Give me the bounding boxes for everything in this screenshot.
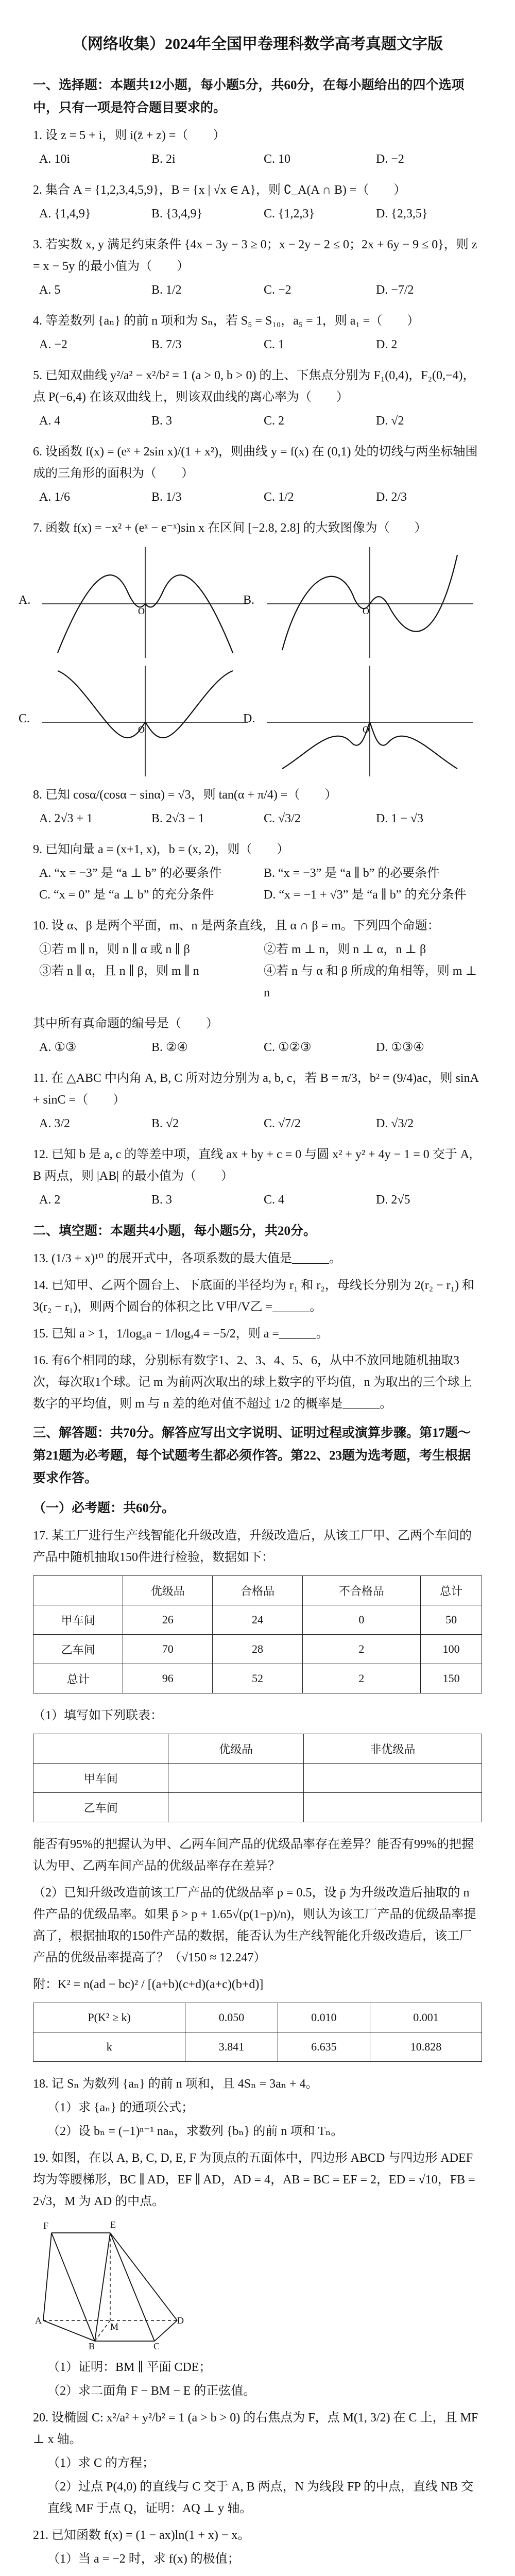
table-cell: 0.050 — [185, 2003, 278, 2032]
table-header: 优级品 — [168, 1734, 303, 1764]
option-a: A. — [19, 594, 31, 607]
question-stem: 19. 如图，在以 A, B, C, D, E, F 为顶点的五面体中，四边形 ABCD 与四边形 ADEF 均为等腰梯形，BC ∥ AD，EF ∥ AD，AD = 4，AB = BC = EF = 2，ED = √10，FB = 2√3，M 为 AD 的中点。 — [33, 2151, 475, 2208]
options — [33, 1113, 482, 1134]
part-1: （1）求 C 的方程； — [47, 2456, 155, 2470]
option-c: C. 1 — [264, 338, 285, 351]
option-a: A. 4 — [39, 414, 61, 428]
table-cell: 24 — [213, 1605, 302, 1635]
table-cell: 6.635 — [278, 2032, 370, 2062]
part-1-question: 能否有95%的把握认为甲、乙两车间产品的优级品率存在差异？能否有99%的把握认为甲、乙两车间产品的优级品率存在差异？ — [33, 1838, 474, 1873]
option-a: A. 3/2 — [39, 1117, 70, 1130]
section-heading-fill: 二、填空题：本题共4小题，每小题5分，共20分。 — [33, 1224, 317, 1238]
question-10 — [33, 915, 482, 1058]
chi-square-formula: 附：K² = n(ad − bc)² / [(a+b)(c+d)(a+c)(b+d)] — [33, 1978, 264, 1991]
graph-d-icon — [262, 660, 478, 779]
question-16: 16. 有6个相同的球，分别标有数字1、2、3、4、5、6，从中不放回地随机抽取3次，每次取1个球。记 m 为前两次取出的球上数字的平均值，n 为取出的三个球上数字的平均值，则 m 与 n 差的绝对值不超过 1/2 的概率是______。 — [33, 1354, 472, 1411]
part-1: （1）填写如下列联表： — [33, 1709, 163, 1722]
option-d: D. −7/2 — [376, 283, 414, 297]
option-b: B. 2√3 − 1 — [151, 812, 204, 825]
option-graphs — [19, 542, 482, 779]
option-d: D. 2/3 — [376, 490, 407, 504]
option-c: C. 10 — [264, 152, 291, 166]
question-stem: 21. 已知函数 f(x) = (1 − ax)ln(1 + x) − x。 — [33, 2529, 250, 2542]
table-header — [33, 1576, 123, 1605]
table-cell: 乙车间 — [33, 1793, 168, 1822]
option-b: B. “x = −3” 是 “a ∥ b” 的必要条件 — [264, 867, 440, 880]
statement-prompt: 其中所有真命题的编号是（ ） — [33, 1017, 218, 1030]
statement-4: ④若 n 与 α 和 β 所成的角相等，则 m ⊥ n — [264, 964, 477, 999]
option-c: C. −2 — [264, 283, 291, 297]
option-d: D. 2 — [376, 338, 398, 351]
table-cell: 70 — [123, 1635, 213, 1664]
option-a: A. 10i — [39, 152, 70, 166]
table-cell — [303, 1764, 482, 1793]
table-header: 不合格品 — [302, 1576, 421, 1605]
option-a: A. ①③ — [39, 1041, 77, 1054]
critical-value-table — [33, 2003, 482, 2062]
table-cell: 甲车间 — [33, 1605, 123, 1635]
table-row — [33, 1635, 482, 1664]
option-b: B. ②④ — [151, 1041, 188, 1054]
option-a: A. 5 — [39, 283, 61, 297]
vertex-label-d: D — [177, 2315, 184, 2326]
option-d: D. −2 — [376, 152, 404, 166]
part-1: （1）求 {aₙ} 的通项公式； — [47, 2101, 194, 2114]
graph-option-a — [19, 542, 253, 660]
part-1: （1）当 a = −2 时，求 f(x) 的极值； — [47, 2552, 240, 2566]
svg-text:O: O — [363, 606, 369, 616]
options — [33, 486, 482, 508]
option-a: A. 1/6 — [39, 490, 70, 504]
question-19 — [33, 2147, 482, 2402]
question-7 — [19, 517, 482, 779]
solid-figure — [33, 2217, 482, 2351]
option-b: B. 3 — [151, 414, 173, 428]
svg-text:O: O — [363, 724, 369, 735]
option-d: D. 2√5 — [376, 1193, 410, 1207]
table-header: 优级品 — [123, 1576, 213, 1605]
options — [33, 203, 482, 225]
question-stem: 6. 设函数 f(x) = (eˣ + 2sin x)/(1 + x²)，则曲线 y = f(x) 在 (0,1) 处的切线与两坐标轴围成的三角形的面积为（ ） — [33, 445, 478, 480]
table-cell: 28 — [213, 1635, 302, 1664]
option-c: C. — [19, 712, 30, 725]
option-b: B. √2 — [151, 1117, 179, 1130]
table-cell: 50 — [421, 1605, 482, 1635]
table-header — [33, 1734, 168, 1764]
question-stem: 2. 集合 A = {1,2,3,4,5,9}，B = {x | √x ∈ A}，则 ∁_A(A ∩ B) =（ ） — [33, 183, 406, 197]
graph-a-icon — [37, 542, 253, 660]
options — [33, 1037, 482, 1058]
graph-option-d — [243, 660, 478, 779]
vertex-label-e: E — [110, 2219, 116, 2230]
question-14: 14. 已知甲、乙两个圆台上、下底面的半径均为 r₁ 和 r₂，母线长分别为 2(r₂ − r₁) 和 3(r₂ − r₁)，则两个圆台的体积之比 V甲/V乙 =______。 — [33, 1279, 474, 1314]
question-9 — [33, 839, 482, 906]
table-cell: 52 — [213, 1664, 302, 1693]
part-1: （1）证明：BM ∥ 平面 CDE； — [47, 2361, 212, 2374]
question-18 — [33, 2073, 482, 2142]
part-2: （2）求二面角 F − BM − E 的正弦值。 — [47, 2384, 256, 2398]
table-cell: 总计 — [33, 1664, 123, 1693]
option-c: C. 4 — [264, 1193, 285, 1207]
vertex-label-b: B — [89, 2341, 95, 2351]
vertex-label-c: C — [153, 2341, 160, 2351]
table-cell: 150 — [421, 1664, 482, 1693]
part-2: （2）过点 P(4,0) 的直线与 C 交于 A, B 两点，N 为线段 FP 的中点，直线 NB 交直线 MF 于点 Q，证明：AQ ⊥ y 轴。 — [47, 2480, 474, 2515]
table-row — [33, 1664, 482, 1693]
option-d: D. — [243, 712, 255, 725]
option-c: C. √3/2 — [264, 812, 301, 825]
vertex-label-m: M — [110, 2321, 119, 2332]
svg-text:O: O — [138, 606, 145, 616]
part-2 — [47, 2572, 482, 2576]
option-b: B. 7/3 — [151, 338, 182, 351]
option-a: A. {1,4,9} — [39, 207, 91, 221]
question-3 — [33, 234, 482, 301]
table-cell: 乙车间 — [33, 1635, 123, 1664]
table-cell: 100 — [421, 1635, 482, 1664]
question-stem: 11. 在 △ABC 中内角 A, B, C 所对边分别为 a, b, c，若 B = π/3，b² = (9/4)ac，则 sinA + sinC =（ ） — [33, 1072, 478, 1107]
question-6 — [33, 441, 482, 508]
table-cell — [303, 1793, 482, 1822]
table-header: 总计 — [421, 1576, 482, 1605]
table-row — [33, 2032, 482, 2062]
statements — [33, 939, 482, 1004]
table-row — [33, 1793, 482, 1822]
option-a: A. 2 — [39, 1193, 61, 1207]
options — [33, 410, 482, 432]
options — [33, 808, 482, 829]
question-stem: 3. 若实数 x, y 满足约束条件 {4x − 3y − 3 ≥ 0；x − 2y − 2 ≤ 0；2x + 6y − 9 ≤ 0}，则 z = x − 5y 的最小值为（ ） — [33, 238, 477, 273]
question-12 — [33, 1144, 482, 1211]
table-cell: 3.841 — [185, 2032, 278, 2062]
question-8 — [33, 784, 482, 829]
required-heading: （一）必考题：共60分。 — [33, 1501, 175, 1515]
option-a: A. “x = −3” 是 “a ⊥ b” 的必要条件 — [39, 867, 222, 880]
option-d: D. 1 − √3 — [376, 812, 424, 825]
option-b: B. 1/2 — [151, 283, 182, 297]
question-2 — [33, 179, 482, 225]
question-stem: 20. 设椭圆 C: x²/a² + y²/b² = 1 (a > b > 0) 的右焦点为 F，点 M(1, 3/2) 在 C 上，且 MF ⊥ x 轴。 — [33, 2411, 478, 2446]
option-d: D. √3/2 — [376, 1117, 414, 1130]
question-1 — [33, 125, 482, 170]
table-cell: 0 — [302, 1605, 421, 1635]
question-stem: 8. 已知 cosα/(cosα − sinα) = √3，则 tan(α + π/4) =（ ） — [33, 788, 337, 802]
question-20 — [33, 2407, 482, 2519]
table-row — [33, 1764, 482, 1793]
option-a: A. −2 — [39, 338, 67, 351]
statement-2: ②若 m ⊥ n，则 n ⊥ α，n ⊥ β — [264, 943, 426, 956]
question-17 — [33, 1525, 482, 2062]
statement-3: ③若 n ∥ α，且 n ∥ β，则 m ∥ n — [39, 964, 199, 978]
table-cell: 2 — [302, 1635, 421, 1664]
table-cell: P(K² ≥ k) — [33, 2003, 185, 2032]
table-header: 合格品 — [213, 1576, 302, 1605]
table-cell: 10.828 — [370, 2032, 482, 2062]
question-stem: 18. 记 Sₙ 为数列 {aₙ} 的前 n 项和，且 4Sₙ = 3aₙ + 4。 — [33, 2077, 318, 2091]
options — [33, 862, 482, 906]
vertex-label-a: A — [35, 2315, 42, 2326]
option-c: C. √7/2 — [264, 1117, 301, 1130]
question-stem: 10. 设 α、β 是两个平面，m、n 是两条直线，且 α ∩ β = m。下列四个命题： — [33, 919, 440, 933]
option-d: D. ①③④ — [376, 1041, 424, 1054]
pentahedron-figure-icon — [33, 2217, 187, 2351]
question-stem: 7. 函数 f(x) = −x² + (eˣ − e⁻ˣ)sin x 在区间 [−2.8, 2.8] 的大致图像为（ ） — [33, 521, 427, 535]
options — [33, 148, 482, 170]
option-c: C. ①②③ — [264, 1041, 312, 1054]
table-row — [33, 1605, 482, 1635]
question-11 — [33, 1067, 482, 1134]
option-d: D. {2,3,5} — [376, 207, 428, 221]
option-b: B. — [243, 594, 255, 607]
question-stem: 5. 已知双曲线 y²/a² − x²/b² = 1 (a > 0, b > 0) 的上、下焦点分别为 F₁(0,4)，F₂(0,−4)，点 P(−6,4) 在该双曲线上，则该双曲线的离心率为（ ） — [33, 369, 475, 404]
contingency-table — [33, 1734, 482, 1822]
part-2: （2）已知升级改造前该工厂产品的优级品率 p = 0.5，设 p̄ 为升级改造后抽取的 n 件产品的优级品率。如果 p̄ > p + 1.65√(p(1−p)/n)，则认为该工厂产品的优级品率提高了，根据抽取的150件产品的数据，能否认为生产线智能化升级改造后，该工厂产品的优级品率提高了？（√150 ≈ 12.247） — [33, 1886, 476, 1964]
question-stem: 17. 某工厂进行生产线智能化升级改造，升级改造后，从该工厂甲、乙两个车间的产品中随机抽取150件进行检验，数据如下： — [33, 1529, 472, 1564]
table-cell — [168, 1764, 303, 1793]
question-stem: 9. 已知向量 a = (x+1, x)，b = (x, 2)，则（ ） — [33, 843, 289, 856]
table-cell: 0.010 — [278, 2003, 370, 2032]
option-b: B. 1/3 — [151, 490, 182, 504]
question-21 — [33, 2524, 482, 2576]
table-cell: k — [33, 2032, 185, 2062]
option-b: B. 3 — [151, 1193, 173, 1207]
question-stem: 4. 等差数列 {aₙ} 的前 n 项和为 Sₙ，若 S₅ = S₁₀，a₅ = 1，则 a₁ =（ ） — [33, 314, 420, 328]
options — [33, 1189, 482, 1211]
inspection-table — [33, 1575, 482, 1693]
question-13: 13. (1/3 + x)¹⁰ 的展开式中，各项系数的最大值是______。 — [33, 1252, 342, 1265]
vertex-label-f: F — [43, 2221, 49, 2231]
question-5 — [33, 365, 482, 432]
option-d: D. √2 — [376, 414, 404, 428]
table-row — [33, 2003, 482, 2032]
option-b: B. {3,4,9} — [151, 207, 203, 221]
question-stem: 12. 已知 b 是 a, c 的等差中项，直线 ax + by + c = 0 与圆 x² + y² + 4y − 1 = 0 交于 A, B 两点，则 |AB| 的最小值为（ ） — [33, 1148, 473, 1183]
question-15: 15. 已知 a > 1，1/log₈a − 1/logₐ4 = −5/2，则 a =______。 — [33, 1327, 329, 1341]
graph-option-b — [243, 542, 478, 660]
options — [33, 334, 482, 355]
table-cell: 96 — [123, 1664, 213, 1693]
question-4 — [33, 310, 482, 355]
graph-b-icon — [262, 542, 478, 660]
table-cell: 26 — [123, 1605, 213, 1635]
section-heading-choice: 一、选择题：本题共12小题，每小题5分，共60分，在每小题给出的四个选项中，只有一项是符合题目要求的。 — [33, 78, 465, 115]
option-b: B. 2i — [151, 152, 176, 166]
section-heading-solve: 三、解答题：共70分。解答应写出文字说明、证明过程或演算步骤。第17题～第21题为必考题，每个试题考生都必须作答。第22、23题为选考题，考生根据要求作答。 — [33, 1426, 471, 1485]
table-cell: 甲车间 — [33, 1764, 168, 1793]
table-cell: 0.001 — [370, 2003, 482, 2032]
graph-option-c — [19, 660, 253, 779]
table-header: 非优级品 — [303, 1734, 482, 1764]
option-c: C. 2 — [264, 414, 285, 428]
table-cell: 2 — [302, 1664, 421, 1693]
option-c: C. {1,2,3} — [264, 207, 315, 221]
option-c: C. “x = 0” 是 “a ⊥ b” 的充分条件 — [39, 888, 214, 902]
options — [33, 279, 482, 301]
option-c: C. 1/2 — [264, 490, 294, 504]
question-stem: 1. 设 z = 5 + i，则 i(z̄ + z) =（ ） — [33, 129, 226, 142]
graph-c-icon — [37, 660, 253, 779]
option-d: D. “x = −1 + √3” 是 “a ∥ b” 的充分条件 — [264, 888, 467, 902]
part-2: （2）设 bₙ = (−1)ⁿ⁻¹ naₙ，求数列 {bₙ} 的前 n 项和 Tₙ。 — [47, 2125, 344, 2138]
table-cell — [168, 1793, 303, 1822]
page-title: （网络收集）2024年全国甲卷理科数学高考真题文字版 — [72, 36, 443, 53]
svg-text:O: O — [138, 724, 145, 735]
option-a: A. 2√3 + 1 — [39, 812, 93, 825]
statement-1: ①若 m ∥ n，则 n ∥ α 或 n ∥ β — [39, 943, 190, 956]
